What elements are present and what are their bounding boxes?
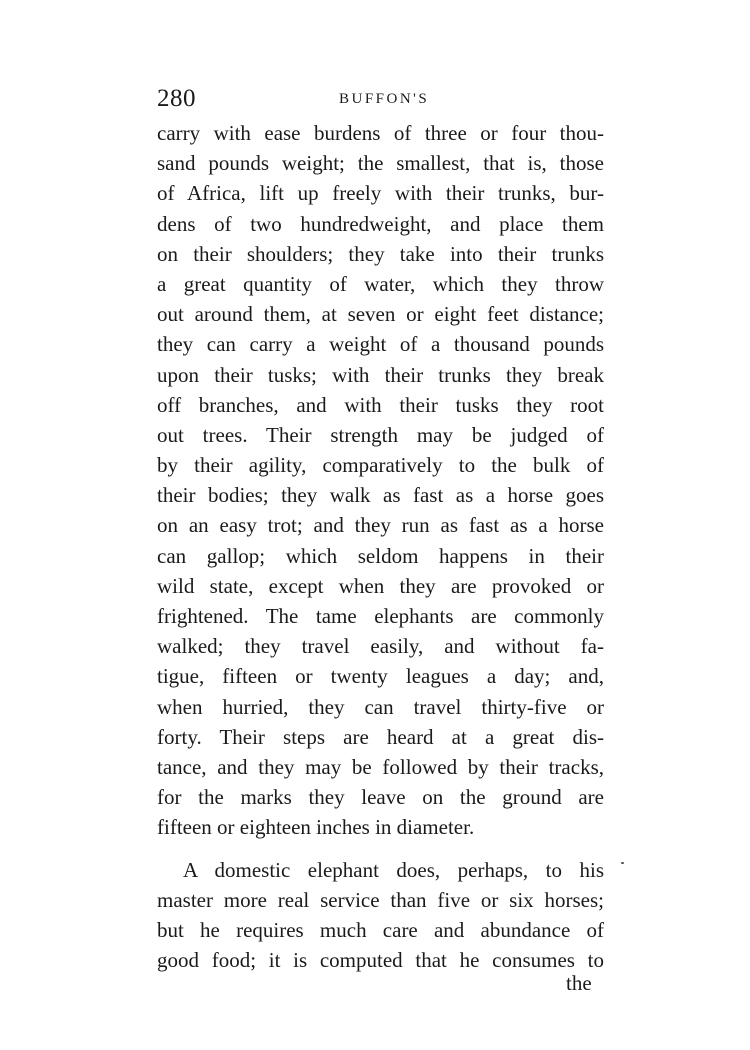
running-head: BUFFON'S [339, 91, 430, 107]
text-line: A domestic elephant does, perhaps, to his [183, 857, 604, 882]
text-line: when hurried, they can travel thirty-five or [157, 694, 604, 719]
paragraph-1 [157, 118, 604, 843]
text-line: on an easy trot; and they run as fast as a horse [157, 513, 604, 538]
text-line: forty. Their steps are heard at a great dis- [157, 724, 604, 749]
text-line: tigue, fifteen or twenty leagues a day; and, [157, 664, 604, 689]
text-line: a great quantity of water, which they throw [157, 271, 604, 296]
paragraph-gap [157, 843, 604, 855]
print-speck [621, 862, 624, 864]
text-line: tance, and they may be followed by their tracks, [157, 754, 604, 779]
catchword: the [566, 971, 592, 995]
text-line: sand pounds weight; the smallest, that is, those [157, 151, 604, 176]
text-line: walked; they travel easily, and without fa- [157, 634, 604, 659]
text-line: carry with ease burdens of three or four thou- [157, 121, 604, 145]
text-line: can gallop; which seldom happens in their [157, 543, 604, 568]
text-line: good food; it is computed that he consumes to [157, 948, 604, 973]
body-text [157, 118, 604, 975]
text-line: out around them, at seven or eight feet distance; [157, 302, 604, 327]
text-line: wild state, except when they are provoked or [157, 573, 604, 598]
text-line: by their agility, comparatively to the bulk of [157, 453, 604, 478]
page-number: 280 [157, 85, 196, 112]
text-line: frightened. The tame elephants are commonly [157, 604, 604, 628]
text-line: off branches, and with their tusks they root [157, 392, 604, 417]
text-line: on their shoulders; they take into their trunks [157, 241, 604, 266]
text-line: for the marks they leave on the ground are [157, 785, 604, 810]
text-line: master more real service than five or six horses; [157, 887, 604, 912]
page-header [157, 84, 602, 114]
paragraph-2 [157, 855, 604, 976]
text-line: upon their tusks; with their trunks they break [157, 362, 604, 387]
text-line: but he requires much care and abundance of [157, 917, 604, 942]
text-line: their bodies; they walk as fast as a horse goes [157, 483, 604, 508]
text-line: dens of two hundredweight, and place them [157, 211, 604, 236]
text-line: out trees. Their strength may be judged of [157, 422, 604, 447]
text-line: of Africa, lift up freely with their trunks, bur- [157, 181, 604, 206]
text-line: fifteen or eighteen inches in diameter. [157, 815, 475, 840]
text-line: they can carry a weight of a thousand pounds [157, 332, 604, 357]
